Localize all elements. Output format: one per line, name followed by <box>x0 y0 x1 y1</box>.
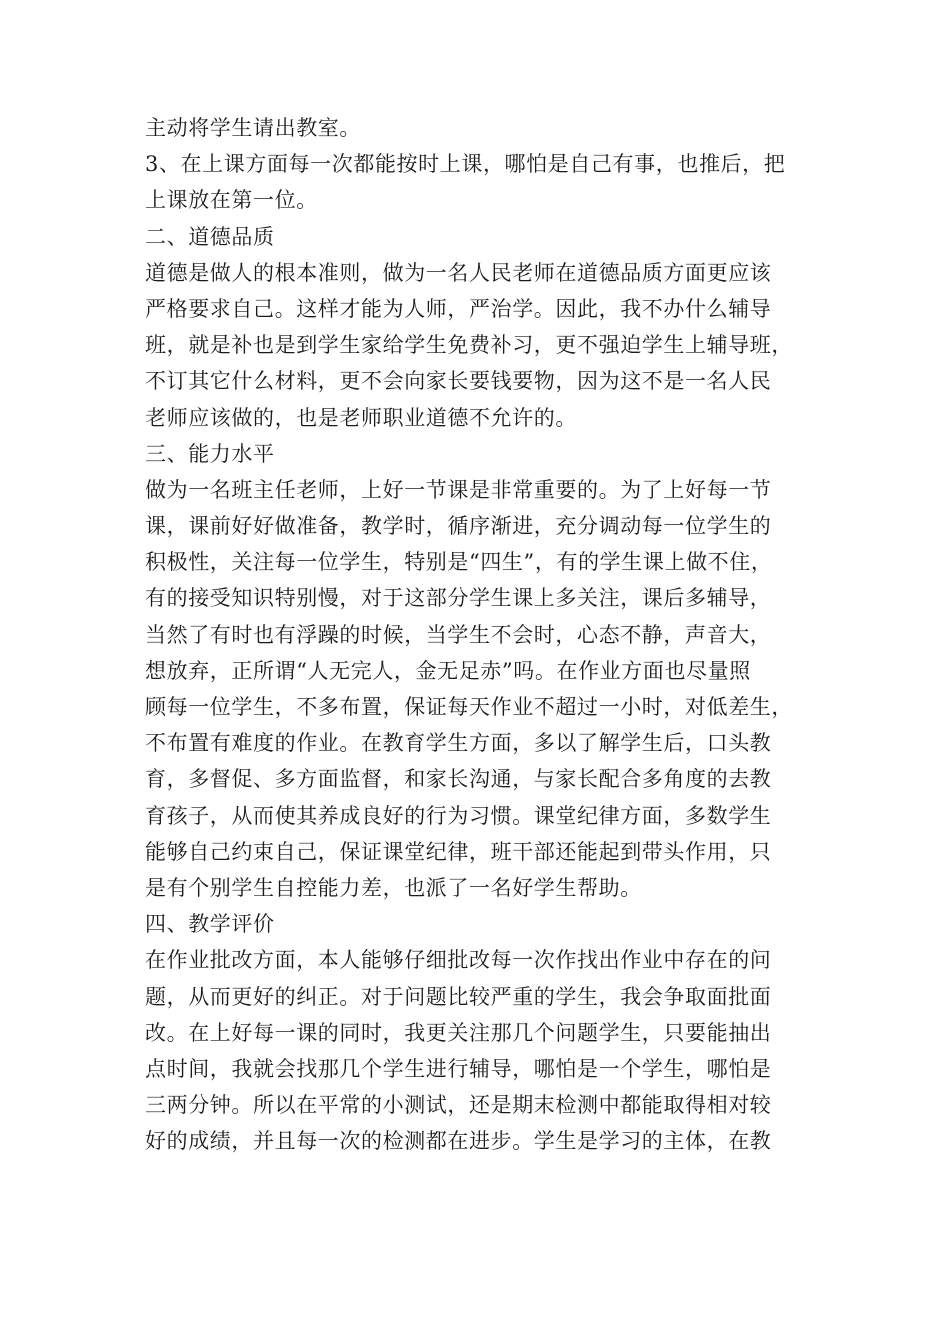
text-line: 育孩子，从而使其养成良好的行为习惯。课堂纪律方面，多数学生 <box>145 803 772 828</box>
text-line: 班，就是补也是到学生家给学生免费补习，更不强迫学生上辅导班， <box>145 333 793 358</box>
text-line: 顾每一位学生，不多布置，保证每天作业不超过一小时，对低差生， <box>145 695 793 719</box>
text-line: 3、在上课方面每一次都能按时上课，哪怕是自己有事，也推后，把 <box>145 152 786 177</box>
text-line: 改。在上好每一课的同时，我更关注那几个问题学生，只要能抽出 <box>145 1020 772 1045</box>
text-line: 严格要求自己。这样才能为人师，严治学。因此，我不办什么辅导 <box>145 296 772 321</box>
text-line: 点时间，我就会找那几个学生进行辅导，哪怕是一个学生，哪怕是 <box>145 1056 772 1081</box>
section-heading: 四、教学评价 <box>145 912 275 937</box>
text-line: 三两分钟。所以在平常的小测试，还是期末检测中都能取得相对较 <box>145 1093 772 1118</box>
text-line: 是有个别学生自控能力差，也派了一名好学生帮助。 <box>145 875 642 900</box>
text-line: 不订其它什么材料，更不会向家长要钱要物，因为这不是一名人民 <box>145 369 772 394</box>
text-line: 题，从而更好的纠正。对于问题比较严重的学生，我会争取面批面 <box>145 984 772 1009</box>
text-line: 做为一名班主任老师，上好一节课是非常重要的。为了上好每一节 <box>145 477 772 502</box>
text-line: 积极性，关注每一位学生，特别是“四生”，有的学生课上做不住， <box>145 550 773 575</box>
section-heading: 三、能力水平 <box>145 441 275 466</box>
text-line: 课，课前好好做准备，教学时，循序渐进，充分调动每一位学生的 <box>145 514 772 539</box>
text-line: 育，多督促、多方面监督，和家长沟通，与家长配合多角度的去教 <box>145 767 772 792</box>
text-line: 上课放在第一位。 <box>145 188 318 213</box>
document-body <box>145 110 825 1159</box>
text-line: 想放弃，正所谓“人无完人，金无足赤”吗。在作业方面也尽量照 <box>145 658 751 683</box>
text-line: 能够自己约束自己，保证课堂纪律，班干部还能起到带头作用，只 <box>145 839 772 864</box>
text-line: 主动将学生请出教室。 <box>145 116 361 140</box>
text-line: 有的接受知识特别慢，对于这部分学生课上多关注，课后多辅导， <box>145 586 772 611</box>
text-line: 不布置有难度的作业。在教育学生方面，多以了解学生后，口头教 <box>145 731 772 756</box>
text-line: 在作业批改方面，本人能够仔细批改每一次作找出作业中存在的问 <box>145 948 772 973</box>
text-line: 当然了有时也有浮躁的时候，当学生不会时，心态不静，声音大， <box>145 622 772 647</box>
text-line: 老师应该做的，也是老师职业道德不允许的。 <box>145 405 577 430</box>
text-line: 道德是做人的根本准则，做为一名人民老师在道德品质方面更应该 <box>145 260 772 285</box>
section-heading: 二、道德品质 <box>145 224 275 249</box>
text-line: 好的成绩，并且每一次的检测都在进步。学生是学习的主体，在教 <box>145 1129 772 1154</box>
